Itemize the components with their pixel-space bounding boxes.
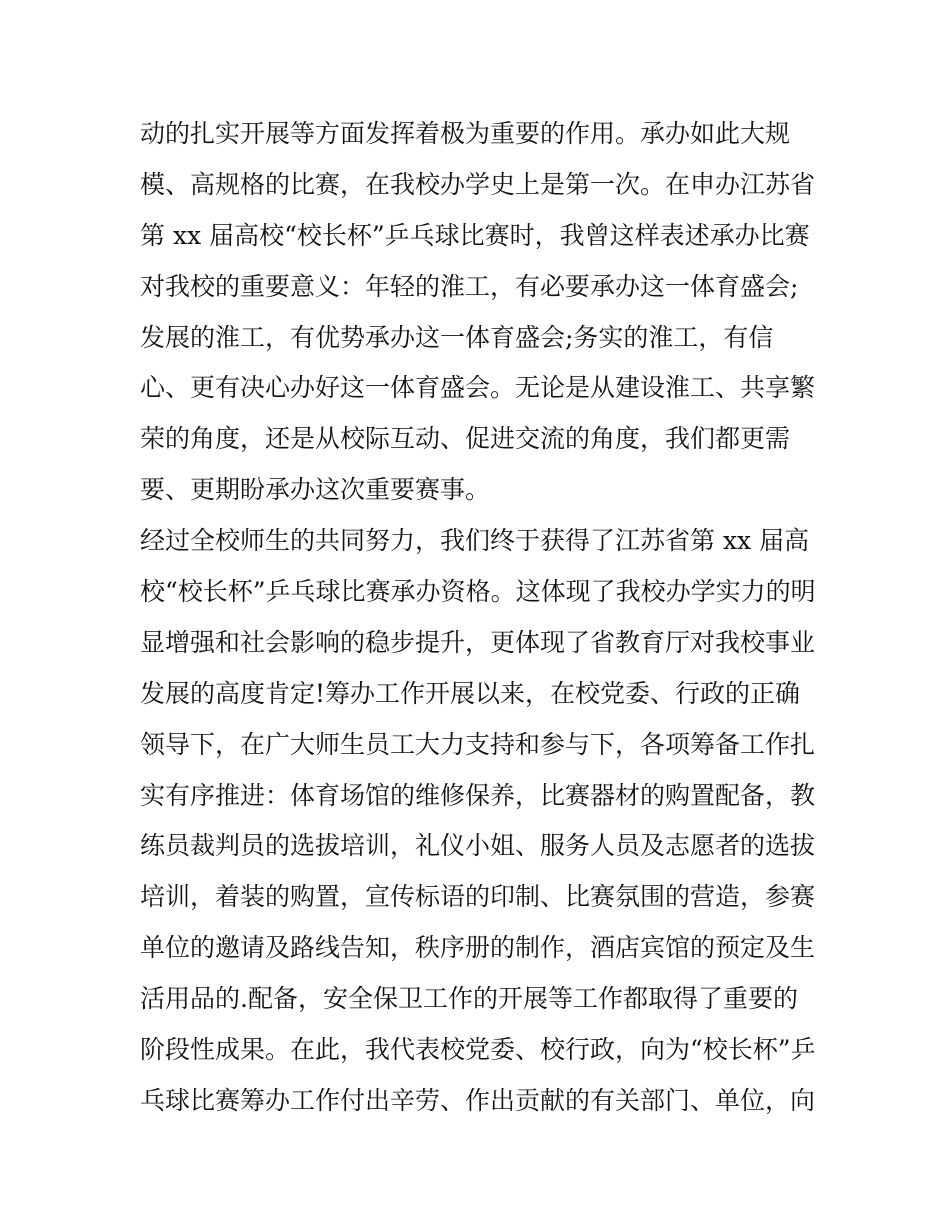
text-line: 心、更有决心办好这一体育盛会。无论是从建设淮工、共享繁 [140,373,816,403]
text-line: 阶段性成果。在此，我代表校党委、校行政，向为“校长杯”乒 [140,1035,816,1065]
text-line: 第 xx 届高校“校长杯”乒乓球比赛时，我曾这样表述承办比赛 [140,220,810,250]
body-text [140,109,830,1127]
text-line: 校“校长杯”乒乓球比赛承办资格。这体现了我校办学实力的明 [140,577,816,607]
text-line: 显增强和社会影响的稳步提升，更体现了省教育厅对我校事业 [140,627,816,657]
text-line: 发展的高度肯定!筹办工作开展以来，在校党委、行政的正确 [140,678,801,708]
text-line: 发展的淮工，有优势承办这一体育盛会;务实的淮工，有信 [140,322,774,352]
text-line: 乓球比赛筹办工作付出辛劳、作出贡献的有关部门、单位，向 [140,1085,816,1115]
text-line: 对我校的重要意义：年轻的淮工，有必要承办这一体育盛会; [140,271,799,301]
text-line: 单位的邀请及路线告知，秩序册的制作，酒店宾馆的预定及生 [140,933,816,963]
text-line: 活用品的.配备，安全保卫工作的开展等工作都取得了重要的 [140,984,798,1014]
text-line: 实有序推进：体育场馆的维修保养，比赛器材的购置配备，教 [140,780,816,810]
text-line: 荣的角度，还是从校际互动、促进交流的角度，我们都更需 [140,424,791,454]
text-line: 领导下，在广大师生员工大力支持和参与下，各项筹备工作扎 [140,729,816,759]
text-line: 培训，着装的购置，宣传标语的印制、比赛氛围的营造，参赛 [140,882,816,912]
text-line: 练员裁判员的选拔培训，礼仪小姐、服务人员及志愿者的选拔 [140,831,816,861]
text-line: 经过全校师生的共同努力，我们终于获得了江苏省第 xx 届高 [140,526,810,556]
text-line: 动的扎实开展等方面发挥着极为重要的作用。承办如此大规 [140,119,791,148]
text-line: 要、更期盼承办这次重要赛事。 [140,475,491,505]
text-line: 模、高规格的比赛，在我校办学史上是第一次。在申办江苏省 [140,169,816,199]
